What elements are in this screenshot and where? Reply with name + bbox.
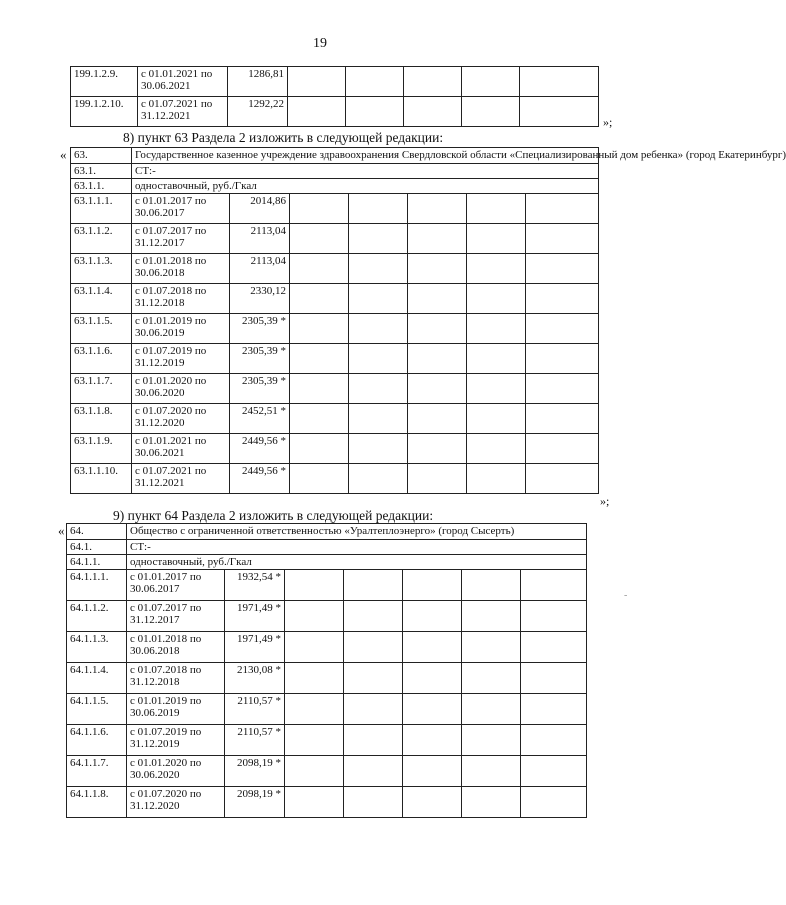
tariff-value: 2113,04: [230, 224, 290, 254]
empty-cell: [288, 97, 346, 127]
section9-heading: 9) пункт 64 Раздела 2 изложить в следующей редакции:: [113, 508, 434, 523]
empty-cell: [349, 404, 408, 434]
tariff-value: 2305,39 *: [230, 314, 290, 344]
tariff-value: 1932,54 *: [225, 570, 285, 601]
empty-cell: [520, 97, 599, 127]
empty-cell: [403, 756, 462, 787]
period-cell: [132, 374, 230, 404]
tariff-row: [67, 787, 587, 818]
period-cell: [138, 97, 228, 127]
sub-label: СТ:-: [132, 164, 599, 179]
empty-cell: [408, 194, 467, 224]
empty-cell: [349, 254, 408, 284]
empty-cell: [290, 224, 349, 254]
empty-cell: [408, 344, 467, 374]
empty-cell: [403, 601, 462, 632]
period-start: с 01.01.2018 по: [130, 633, 202, 645]
period-start: с 01.07.2018 по: [135, 285, 207, 297]
empty-cell: [521, 570, 587, 601]
period-start: с 01.01.2019 по: [135, 315, 207, 327]
tariff-row: [67, 725, 587, 756]
sub-row: [67, 540, 587, 555]
tariff-value: 1971,49 *: [225, 632, 285, 663]
page-number: 19: [313, 36, 327, 51]
empty-cell: [467, 404, 526, 434]
end-quote-top: »;: [603, 115, 613, 129]
tariff-value: 2449,56 *: [230, 434, 290, 464]
period-cell: [132, 224, 230, 254]
row-number: 63.1.1.1.: [71, 194, 132, 224]
empty-cell: [467, 224, 526, 254]
empty-cell: [526, 374, 599, 404]
empty-cell: [408, 464, 467, 494]
period-cell: [127, 694, 225, 725]
empty-cell: [403, 787, 462, 818]
empty-cell: [526, 284, 599, 314]
empty-cell: [290, 254, 349, 284]
period-start: с 01.01.2017 по: [135, 195, 207, 207]
row-number: 63.1.1.8.: [71, 404, 132, 434]
empty-cell: [290, 404, 349, 434]
period-end: 31.12.2020: [135, 417, 185, 429]
row-number: 63.1.1.5.: [71, 314, 132, 344]
empty-cell: [403, 632, 462, 663]
empty-cell: [285, 756, 344, 787]
tariff-row: [71, 224, 599, 254]
tariff-row: [71, 344, 599, 374]
period-start: с 01.01.2020 по: [135, 375, 207, 387]
org-row: [67, 524, 587, 540]
row-number: 64.1.1.8.: [67, 787, 127, 818]
tariff-value: 2113,04: [230, 254, 290, 284]
tariff-row: [67, 570, 587, 601]
empty-cell: [462, 663, 521, 694]
empty-cell: [285, 694, 344, 725]
empty-cell: [521, 601, 587, 632]
period-start: с 01.07.2021 по: [135, 465, 207, 477]
type-num: 63.1.1.: [71, 179, 132, 194]
row-number: 199.1.2.9.: [71, 67, 138, 97]
empty-cell: [526, 254, 599, 284]
row-number: 64.1.1.5.: [67, 694, 127, 725]
period-cell: [127, 601, 225, 632]
section8-heading: 8) пункт 63 Раздела 2 изложить в следующей редакции:: [123, 130, 444, 145]
period-cell: [127, 725, 225, 756]
sub-label: СТ:-: [127, 540, 587, 555]
tariff-value: 2098,19 *: [225, 756, 285, 787]
period-end: 30.06.2021: [141, 80, 191, 92]
empty-cell: [290, 284, 349, 314]
empty-cell: [408, 374, 467, 404]
empty-cell: [285, 601, 344, 632]
empty-cell: [521, 787, 587, 818]
type-num: 64.1.1.: [67, 555, 127, 570]
tariff-value: 2452,51 *: [230, 404, 290, 434]
type-row: [67, 555, 587, 570]
empty-cell: [462, 601, 521, 632]
period-start: с 01.07.2020 по: [135, 405, 207, 417]
period-start: с 01.01.2021 по: [135, 435, 207, 447]
sub-row: [71, 164, 599, 179]
empty-cell: [462, 694, 521, 725]
tariff-row: [71, 254, 599, 284]
type-label: одноставочный, руб./Гкал: [132, 179, 599, 194]
period-end: 30.06.2021: [135, 447, 185, 459]
empty-cell: [526, 404, 599, 434]
row-number: 63.1.1.4.: [71, 284, 132, 314]
period-cell: [127, 663, 225, 694]
period-end: 31.12.2021: [141, 110, 191, 122]
row-number: 199.1.2.10.: [71, 97, 138, 127]
row-number: 63.1.1.9.: [71, 434, 132, 464]
row-number: 63.1.1.6.: [71, 344, 132, 374]
period-end: 31.12.2021: [135, 477, 185, 489]
empty-cell: [467, 434, 526, 464]
period-start: с 01.01.2019 по: [130, 695, 202, 707]
empty-cell: [408, 284, 467, 314]
row-number: 63.1.1.2.: [71, 224, 132, 254]
period-end: 30.06.2020: [130, 769, 180, 781]
period-start: с 01.07.2019 по: [135, 345, 207, 357]
section8-quote-open: «: [60, 147, 67, 162]
empty-cell: [290, 314, 349, 344]
empty-cell: [521, 756, 587, 787]
empty-cell: [403, 725, 462, 756]
empty-cell: [462, 787, 521, 818]
period-cell: [132, 434, 230, 464]
period-start: с 01.01.2021 по: [141, 68, 213, 80]
tariff-row: [71, 374, 599, 404]
tariff-row: [71, 464, 599, 494]
period-start: с 01.07.2018 по: [130, 664, 202, 676]
org-num: 64.: [67, 524, 127, 540]
tariff-value: 2449,56 *: [230, 464, 290, 494]
empty-cell: [346, 67, 404, 97]
row-number: 64.1.1.4.: [67, 663, 127, 694]
empty-cell: [288, 67, 346, 97]
row-number: 63.1.1.3.: [71, 254, 132, 284]
period-cell: [132, 194, 230, 224]
empty-cell: [404, 97, 462, 127]
empty-cell: [408, 404, 467, 434]
sub-num: 64.1.: [67, 540, 127, 555]
tariff-row: [67, 756, 587, 787]
period-cell: [132, 314, 230, 344]
org-name: Общество с ограниченной ответственностью «Уралтеплоэнерго» (город Сысерть): [127, 524, 587, 540]
tariff-row: [71, 404, 599, 434]
empty-cell: [403, 663, 462, 694]
empty-cell: [290, 344, 349, 374]
empty-cell: [344, 570, 403, 601]
empty-cell: [285, 725, 344, 756]
empty-cell: [526, 344, 599, 374]
period-start: с 01.01.2017 по: [130, 571, 202, 583]
empty-cell: [462, 67, 520, 97]
period-cell: [132, 344, 230, 374]
period-cell: [127, 632, 225, 663]
empty-cell: [462, 97, 520, 127]
empty-cell: [290, 464, 349, 494]
period-end: 30.06.2019: [130, 707, 180, 719]
tariff-value: 2110,57 *: [225, 725, 285, 756]
sub-num: 63.1.: [71, 164, 132, 179]
period-cell: [127, 787, 225, 818]
org-name: Государственное казенное учреждение здравоохранения Свердловской области «Специализированный дом ребенка» (город Екатеринбург): [132, 148, 599, 164]
empty-cell: [467, 284, 526, 314]
empty-cell: [403, 694, 462, 725]
empty-cell: [526, 434, 599, 464]
org-row: [71, 148, 599, 164]
empty-cell: [467, 194, 526, 224]
tariff-value: 2305,39 *: [230, 374, 290, 404]
period-end: 31.12.2017: [135, 237, 185, 249]
empty-cell: [285, 787, 344, 818]
empty-cell: [467, 344, 526, 374]
tariff-value: 2098,19 *: [225, 787, 285, 818]
tariff-row: [71, 97, 599, 127]
empty-cell: [404, 67, 462, 97]
row-number: 63.1.1.7.: [71, 374, 132, 404]
tariff-row: [67, 663, 587, 694]
tariff-value: 2330,12: [230, 284, 290, 314]
period-cell: [138, 67, 228, 97]
period-end: 30.06.2018: [135, 267, 185, 279]
empty-cell: [290, 374, 349, 404]
empty-cell: [344, 694, 403, 725]
empty-cell: [520, 67, 599, 97]
empty-cell: [521, 632, 587, 663]
empty-cell: [285, 570, 344, 601]
empty-cell: [290, 194, 349, 224]
empty-cell: [349, 314, 408, 344]
tariff-value: 1286,81: [228, 67, 288, 97]
tariff-row: [71, 194, 599, 224]
empty-cell: [285, 663, 344, 694]
tariff-value: 2110,57 *: [225, 694, 285, 725]
section9-tariff-table: [66, 523, 587, 818]
section9-quote-open: «: [58, 523, 65, 538]
empty-cell: [349, 344, 408, 374]
empty-cell: [349, 224, 408, 254]
empty-cell: [462, 725, 521, 756]
period-end: 30.06.2019: [135, 327, 185, 339]
empty-cell: [408, 434, 467, 464]
tariff-row: [71, 67, 599, 97]
period-start: с 01.07.2017 по: [135, 225, 207, 237]
period-start: с 01.07.2019 по: [130, 726, 202, 738]
empty-cell: [349, 464, 408, 494]
empty-cell: [408, 224, 467, 254]
period-start: с 01.01.2018 по: [135, 255, 207, 267]
empty-cell: [526, 314, 599, 344]
empty-cell: [349, 194, 408, 224]
row-number: 64.1.1.7.: [67, 756, 127, 787]
empty-cell: [408, 254, 467, 284]
empty-cell: [403, 570, 462, 601]
empty-cell: [521, 663, 587, 694]
empty-cell: [349, 284, 408, 314]
empty-cell: [285, 632, 344, 663]
period-start: с 01.01.2020 по: [130, 757, 202, 769]
empty-cell: [526, 464, 599, 494]
empty-cell: [462, 632, 521, 663]
row-number: 64.1.1.1.: [67, 570, 127, 601]
period-end: 30.06.2017: [135, 207, 185, 219]
tariff-row: [71, 314, 599, 344]
empty-cell: [344, 601, 403, 632]
empty-cell: [346, 97, 404, 127]
empty-cell: [467, 374, 526, 404]
margin-mark: -: [624, 590, 628, 601]
empty-cell: [349, 434, 408, 464]
period-cell: [127, 570, 225, 601]
tariff-value: 1292,22: [228, 97, 288, 127]
tariff-value: 1971,49 *: [225, 601, 285, 632]
empty-cell: [349, 374, 408, 404]
tariff-row: [67, 632, 587, 663]
period-start: с 01.07.2021 по: [141, 98, 213, 110]
row-number: 63.1.1.10.: [71, 464, 132, 494]
row-number: 64.1.1.6.: [67, 725, 127, 756]
empty-cell: [344, 725, 403, 756]
type-row: [71, 179, 599, 194]
empty-cell: [344, 663, 403, 694]
section8-tariff-table: [70, 147, 786, 494]
period-end: 31.12.2019: [135, 357, 185, 369]
tariff-row: [71, 284, 599, 314]
tariff-value: 2130,08 *: [225, 663, 285, 694]
empty-cell: [526, 224, 599, 254]
type-label: одноставочный, руб./Гкал: [127, 555, 587, 570]
tariff-row: [71, 434, 599, 464]
row-number: 64.1.1.2.: [67, 601, 127, 632]
period-end: 30.06.2020: [135, 387, 185, 399]
period-cell: [132, 404, 230, 434]
empty-cell: [290, 434, 349, 464]
empty-cell: [344, 756, 403, 787]
top-tariff-table: [70, 66, 599, 127]
org-num: 63.: [71, 148, 132, 164]
end-quote-s8: »;: [600, 494, 610, 508]
period-start: с 01.07.2020 по: [130, 788, 202, 800]
period-cell: [132, 464, 230, 494]
period-end: 30.06.2018: [130, 645, 180, 657]
period-end: 31.12.2018: [135, 297, 185, 309]
period-cell: [132, 284, 230, 314]
period-end: 31.12.2017: [130, 614, 180, 626]
period-end: 30.06.2017: [130, 583, 180, 595]
empty-cell: [408, 314, 467, 344]
empty-cell: [467, 314, 526, 344]
tariff-row: [67, 601, 587, 632]
empty-cell: [521, 725, 587, 756]
period-end: 31.12.2018: [130, 676, 180, 688]
empty-cell: [521, 694, 587, 725]
empty-cell: [467, 464, 526, 494]
period-end: 31.12.2019: [130, 738, 180, 750]
empty-cell: [462, 756, 521, 787]
tariff-row: [67, 694, 587, 725]
empty-cell: [344, 787, 403, 818]
empty-cell: [526, 194, 599, 224]
tariff-value: 2014,86: [230, 194, 290, 224]
empty-cell: [467, 254, 526, 284]
empty-cell: [344, 632, 403, 663]
empty-cell: [462, 570, 521, 601]
tariff-value: 2305,39 *: [230, 344, 290, 374]
period-cell: [132, 254, 230, 284]
row-number: 64.1.1.3.: [67, 632, 127, 663]
period-cell: [127, 756, 225, 787]
period-start: с 01.07.2017 по: [130, 602, 202, 614]
period-end: 31.12.2020: [130, 800, 180, 812]
